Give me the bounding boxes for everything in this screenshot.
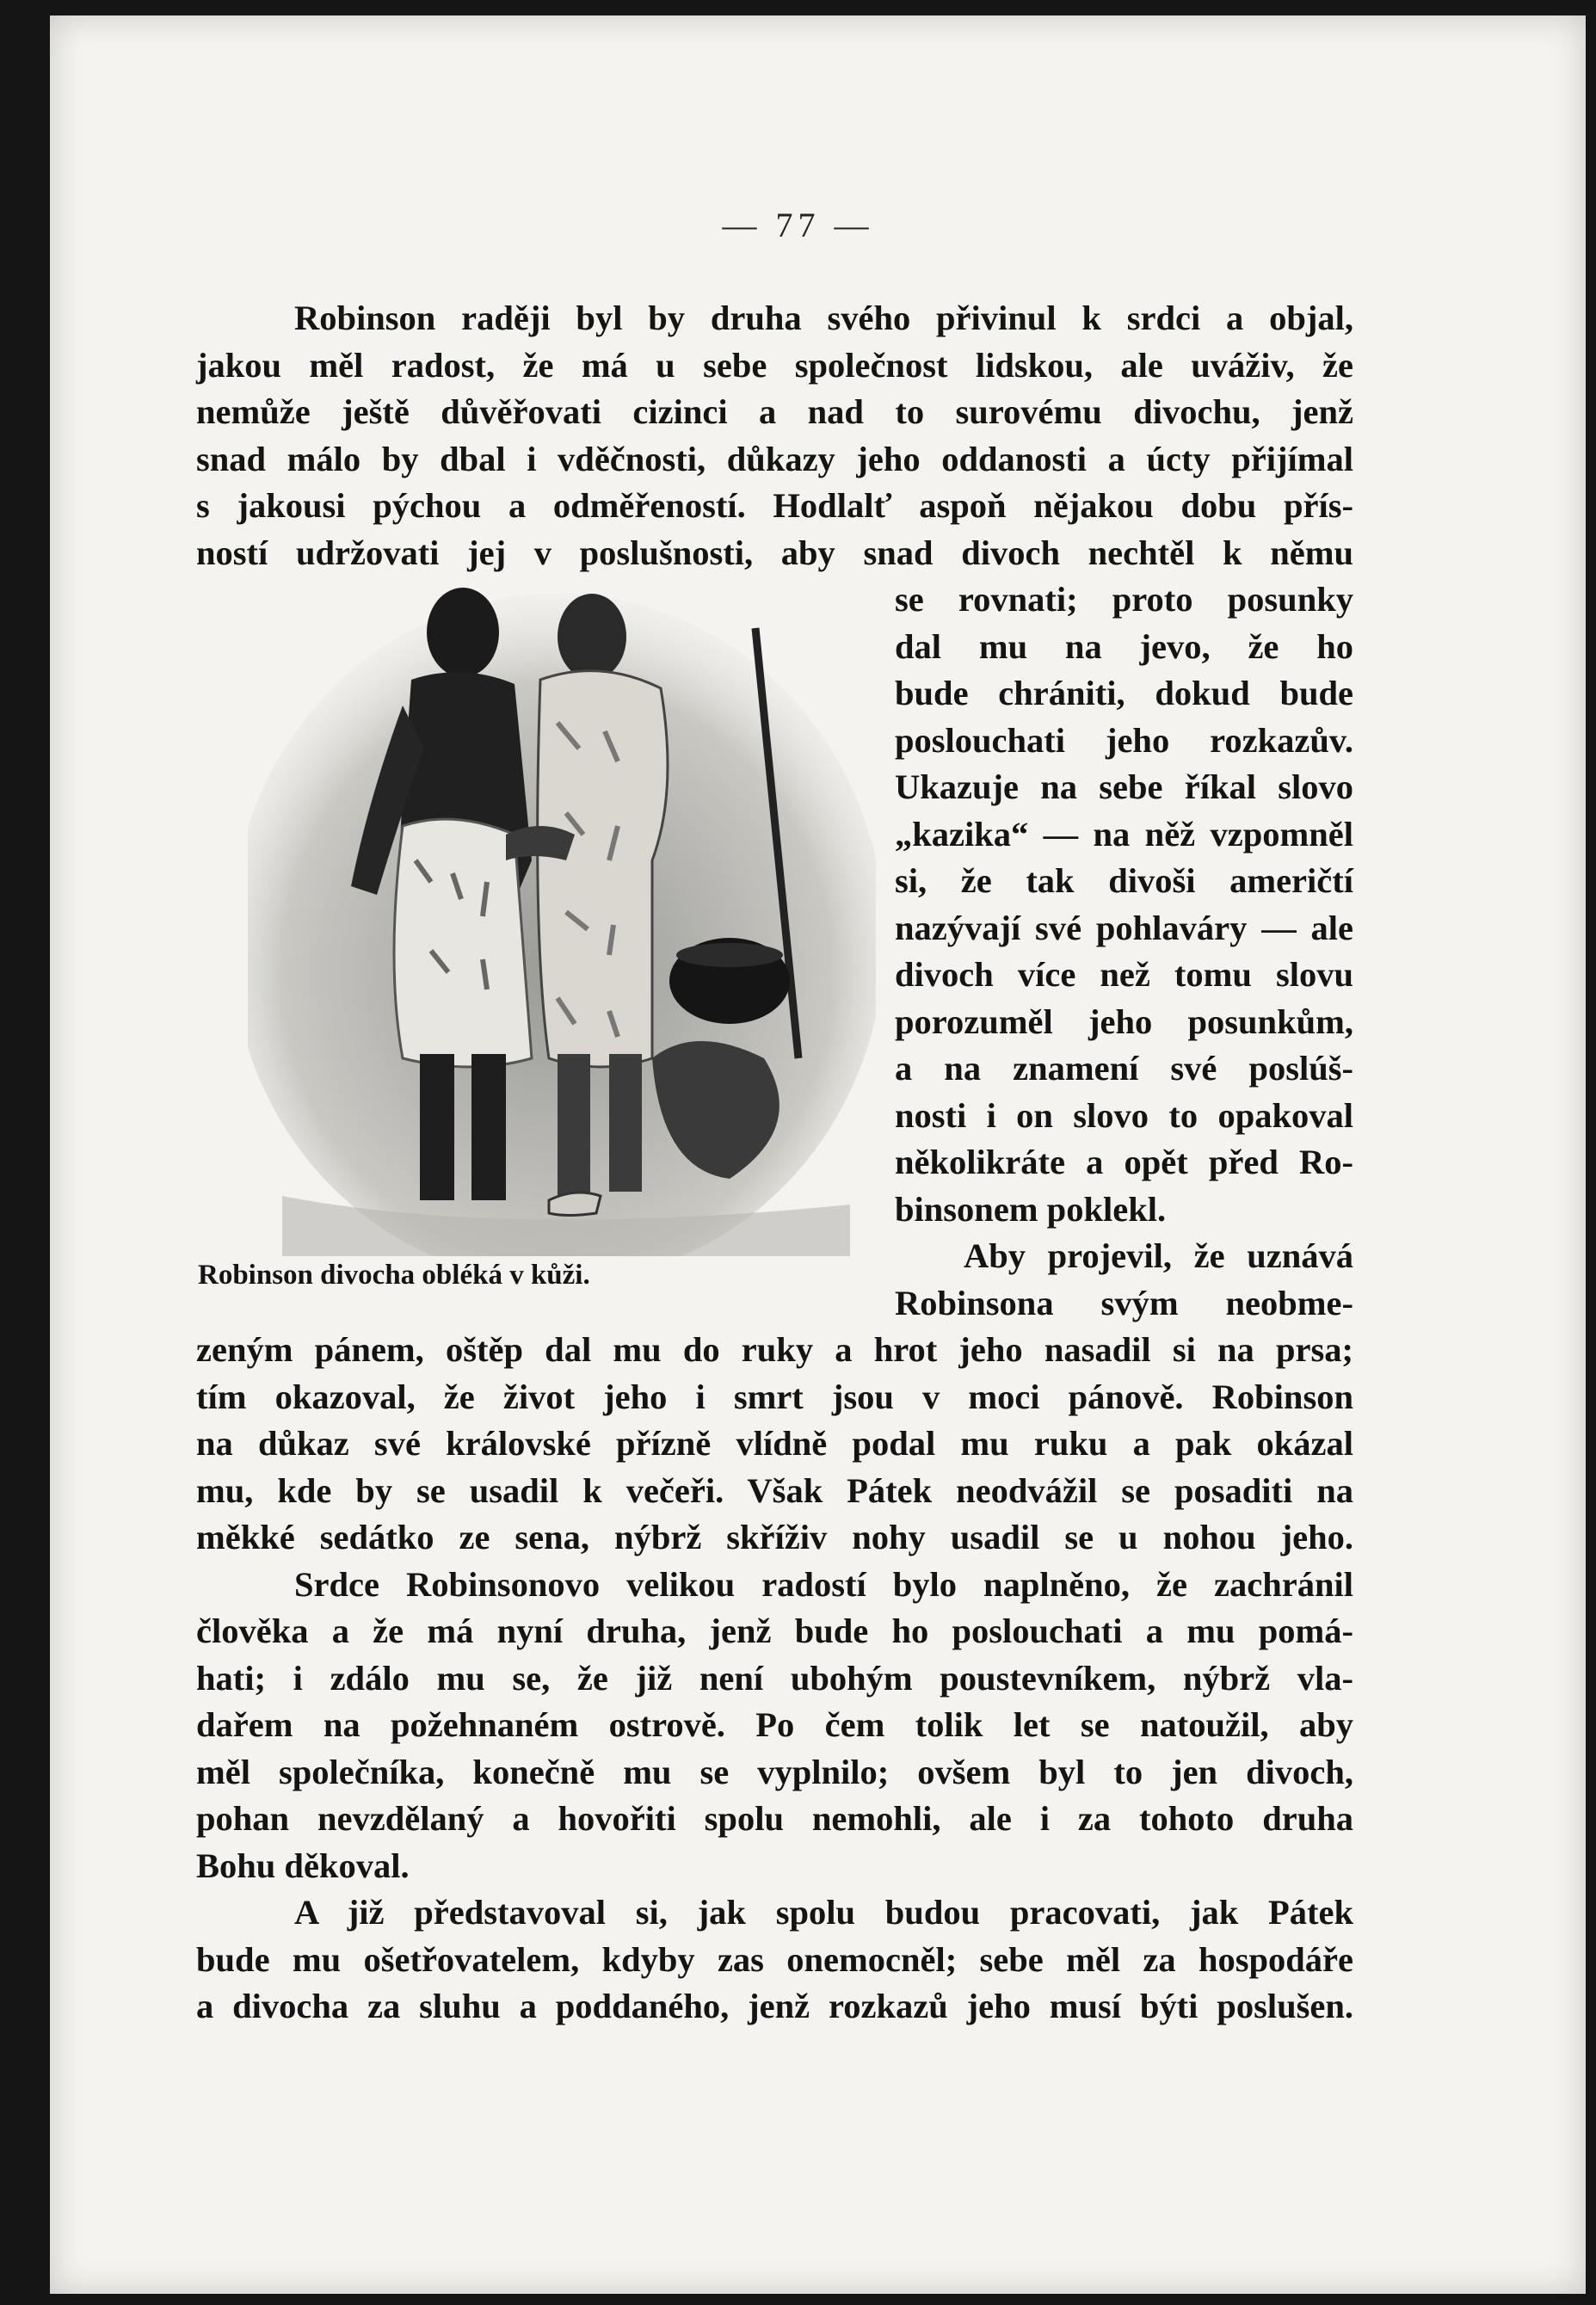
paragraph-1 — [196, 295, 1353, 576]
text-line: snad málo by dbal i vděčnosti, důkazy jeho oddanosti a úcty přijímal — [196, 439, 1353, 478]
engraving-two-men-icon — [248, 576, 876, 1256]
text-line: bude mu ošetřovatelem, kdyby zas onemocněl; sebe měl za hospodáře — [196, 1939, 1353, 1979]
text-line: Srdce Robinsonovo velikou radostí bylo naplněno, že zachránil — [294, 1564, 1353, 1604]
text-line: ností udržovati jej v poslušnosti, aby snad divoch nechtěl k němu — [196, 533, 1353, 572]
text-line: dařem na požehnaném ostrově. Po čem tolik let se natoužil, aby — [196, 1705, 1353, 1744]
text-line: Ukazuje na sebe říkal slovo — [895, 767, 1353, 806]
text-line: měkké sedátko ze sena, nýbrž skříživ nohy usadil se u nohou jeho. — [196, 1518, 1353, 1556]
illustration-caption: Robinson divocha obléká v kůži. — [198, 1260, 590, 1291]
text-line: nemůže ještě důvěřovati cizinci a nad to surovému divochu, jenž — [196, 392, 1353, 431]
paragraph-4 — [196, 1889, 1353, 2031]
text-line: měl společníka, konečně mu se vyplnilo; ovšem byl to jen divoch, — [196, 1752, 1353, 1791]
text-line: Aby projevil, že uznává — [964, 1236, 1353, 1275]
text-line: poslouchati jeho rozkazův. — [895, 720, 1353, 760]
wrapped-text-column — [895, 576, 1353, 1327]
text-line: „kazika“ — na něž vzpomněl — [895, 814, 1353, 854]
text-line: pohan nevzdělaný a hovořiti spolu nemohli, ale i za tohoto druha — [196, 1799, 1353, 1838]
text-line: A již představoval si, jak spolu budou pracovati, jak Pátek — [294, 1893, 1353, 1932]
text-line: bude chrániti, dokud bude — [895, 674, 1353, 712]
text-line: si, že tak divoši američtí — [895, 861, 1353, 900]
text-line: dal mu na jevo, že ho — [895, 626, 1353, 666]
text-line: se rovnati; proto posunky — [895, 580, 1353, 619]
text-line: Robinsona svým neobme- — [895, 1283, 1353, 1322]
text-line: hati; i zdálo mu se, že již není ubohým poustevníkem, nýbrž vla- — [196, 1658, 1353, 1698]
text-line: mu, kde by se usadil k večeři. Však Pátek neodvážil se posaditi na — [196, 1470, 1353, 1510]
text-line: Bohu děkoval. — [196, 1846, 410, 1885]
illustration — [196, 576, 876, 1291]
text-line: a divocha za sluhu a poddaného, jenž rozkazů jeho musí býti poslušen. — [196, 1987, 1353, 2025]
text-line: s jakousi pýchou a odměřeností. Hodlalť aspoň nějakou dobu přís- — [196, 486, 1353, 525]
text-line: tím okazoval, že život jeho i smrt jsou v moci pánově. Robinson — [196, 1377, 1353, 1416]
text-line: a na znamení své poslúš- — [895, 1049, 1353, 1088]
text-line: na důkaz své královské přízně vlídně podal mu ruku a pak okázal — [196, 1424, 1353, 1463]
text-line: divoch více než tomu slovu — [895, 955, 1353, 994]
text-line: jakou měl radost, že má u sebe společnost lidskou, ale uváživ, že — [196, 345, 1353, 385]
text-line: několikráte a opět před Ro- — [895, 1143, 1353, 1181]
figure-wrap-region — [196, 576, 1353, 1327]
text-line: Robinson raději byl by druha svého přivinul k srdci a objal, — [294, 299, 1353, 337]
text-line: porozuměl jeho posunkům, — [895, 1002, 1353, 1041]
page-number: — 77 — — [722, 206, 874, 244]
paragraph-2 — [196, 1327, 1353, 1562]
paragraph-3 — [196, 1562, 1353, 1890]
text-line: nazývají své pohlaváry — ale — [895, 908, 1353, 947]
text-line: zeným pánem, oštěp dal mu do ruky a hrot jeho nasadil si na prsa; — [196, 1330, 1353, 1369]
text-line: nosti i on slovo to opakoval — [895, 1095, 1353, 1135]
text-line: člověka a že má nyní druha, jenž bude ho poslouchati a mu pomá- — [196, 1612, 1353, 1650]
body-text — [196, 295, 1353, 2031]
text-line: binsonem poklekl. — [895, 1189, 1167, 1229]
